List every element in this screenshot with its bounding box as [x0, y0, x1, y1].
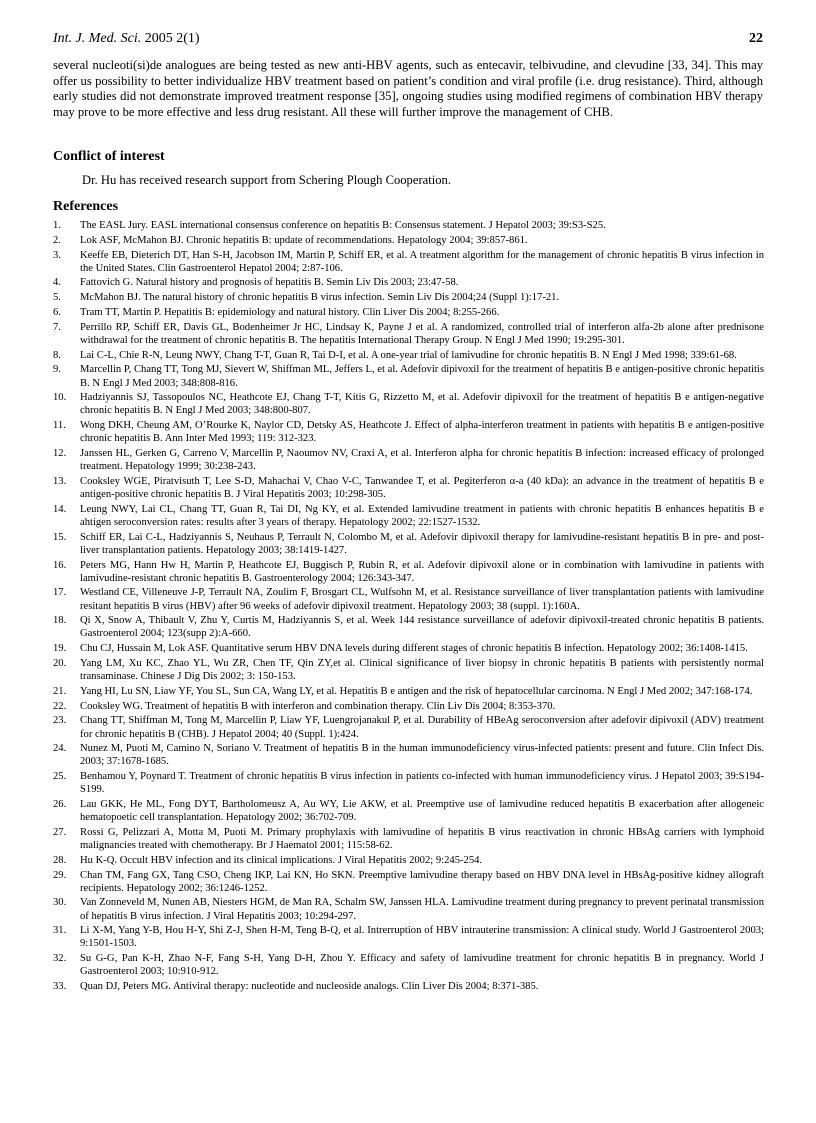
reference-number: 13.: [53, 475, 67, 487]
reference-text: Schiff ER, Lai C-L, Hadziyannis S, Neuhaus P, Terrault N, Colombo M, et al. Adefovir dipivoxil therapy for lamivudine-resistant hepatitis B in pre- and post-liver transplantation patients. Hepatology 2003; 38:1419-1427.: [80, 531, 764, 556]
reference-number: 32.: [53, 953, 67, 965]
reference-text: Li X-M, Yang Y-B, Hou H-Y, Shi Z-J, Shen H-M, Teng B-Q, et al. Intrerruption of HBV intrauterine transmission: A clinical study. World J Gastroenterol 2003; 9:1501-1503.: [80, 925, 764, 950]
reference-number: 6.: [53, 307, 61, 318]
reference-item: [53, 869, 764, 895]
reference-number: 11.: [53, 420, 66, 432]
reference-number: 17.: [53, 587, 67, 599]
reference-item: [53, 586, 764, 612]
reference-number: 26.: [53, 799, 67, 811]
reference-text: Janssen HL, Gerken G, Carreno V, Marcellin P, Naoumov NV, Craxi A, et al. Interferon alpha for chronic hepatitis B infection: increased efficacy of prolonged treatment. Hepatology 1999; 30:238-243.: [80, 448, 764, 473]
reference-item: [53, 391, 764, 417]
conflict-heading: Conflict of interest: [53, 149, 165, 164]
reference-text: Chan TM, Fang GX, Tang CSO, Cheng IKP, Lai KN, Ho SKN. Preemptive lamivudine therapy based on HBV DNA level in HBsAg-positive kidney allograft recipients. Hepatology 2002; 36:1246-1252.: [80, 869, 764, 894]
reference-item: [53, 896, 764, 922]
reference-text: Tram TT, Martin P. Hepatitis B: epidemiology and natural history. Clin Liver Dis 2004; 8:255-266.: [80, 307, 500, 318]
reference-number: 31.: [53, 925, 67, 937]
reference-item: [53, 657, 764, 683]
reference-number: 23.: [53, 715, 67, 727]
reference-number: 7.: [53, 321, 61, 333]
reference-number: 18.: [53, 615, 67, 627]
reference-text: Nunez M, Puoti M, Camino N, Soriano V. Treatment of hepatitis B in the human immunodeficiency virus-infected patients: present and future. Clin Infect Dis. 2003; 37:1678-1685.: [80, 743, 764, 768]
reference-text: Lau GKK, He ML, Fong DYT, Bartholomeusz A, Au WY, Lie AKW, et al. Preemptive use of lamivudine reduced hepatitis B exacerbation after allogeneic hematopoetic cell transplantation. Hepatology 2002; 36:702-709.: [80, 799, 764, 824]
reference-item: [53, 854, 764, 867]
reference-number: 9.: [53, 364, 61, 376]
reference-number: 5.: [53, 292, 61, 304]
reference-text: The EASL Jury. EASL international consensus conference on hepatitis B: Consensus statement. J Hepatol 2003; 39:S3-S25.: [80, 220, 606, 231]
reference-item: [53, 249, 764, 275]
reference-item: [53, 306, 764, 319]
reference-number: 19.: [53, 643, 67, 655]
reference-number: 3.: [53, 249, 61, 261]
reference-text: Quan DJ, Peters MG. Antiviral therapy: nucleotide and nucleoside analogs. Clin Liver Dis 2004; 8:371-385.: [80, 981, 539, 993]
reference-number: 33.: [53, 981, 67, 993]
references-heading: References: [53, 199, 119, 214]
reference-number: 29.: [53, 869, 67, 881]
reference-item: [53, 363, 764, 389]
reference-number: 25.: [53, 771, 67, 783]
reference-text: Fattovich G. Natural history and prognosis of hepatitis B. Semin Liv Dis 2003; 23:47-58.: [80, 277, 459, 289]
reference-text: Chang TT, Shiffman M, Tong M, Marcellin P, Liaw YF, Luengrojanakul P, et al. Durability of HBeAg seroconversion after adefovir dipivoxil (ADV) treatment for chronic hepatitis B (CHB). J Hepatol 2004; 40 (Suppl. 1):424.: [80, 715, 764, 740]
reference-item: [53, 475, 764, 501]
reference-text: McMahon BJ. The natural history of chronic hepatitis B virus infection. Semin Liv Dis 2004;24 (Suppl 1):17-21.: [80, 292, 560, 304]
reference-item: [53, 770, 764, 796]
reference-text: Hadziyannis SJ, Tassopoulos NC, Heathcote EJ, Chang T-T, Kitis G, Rizzetto M, et al. Adefovir dipivoxil for the treatment of hepatitis B e antigen-negative chronic hepatitis B. N Engl J Med 2003; 348:800-807.: [80, 392, 764, 417]
intro-paragraph: several nucleoti(si)de analogues are being tested as new anti-HBV agents, such as entecavir, telbivudine, and clevudine [33, 34]. This may offer us possibility to better individualize HBV treatment based on patient’s condition and viral profile (i.e. drug resistance). Third, although early studies did not demonstrate improved treatment response [35], ongoing studies using modified regimens of combination HBV therapy may prove to be more effective and less drug resistant. All these will further improve the management of CHB.: [53, 58, 763, 119]
reference-item: [53, 980, 764, 993]
reference-list: [53, 219, 764, 995]
page-number: 22: [749, 31, 763, 46]
reference-text: Westland CE, Villeneuve J-P, Terrault NA, Zoulim F, Brosgart CL, Wulfsohn M, et al. Resistance surveillance of liver transplantation patients with lamivudine resitant hepatitis B virus (HBV) after 96 weeks of adefovir dipivoxil treatment. Hepatology 2003; 38 (suppl. 1):160A.: [80, 587, 764, 612]
reference-number: 15.: [53, 531, 67, 543]
reference-item: [53, 924, 764, 950]
reference-number: 21.: [53, 685, 67, 697]
reference-item: [53, 742, 764, 768]
reference-text: Cooksley WG. Treatment of hepatitis B with interferon and combination therapy. Clin Liv Dis 2004; 8:353-370.: [80, 700, 556, 712]
reference-item: [53, 700, 764, 713]
conflict-text: Dr. Hu has received research support from Schering Plough Cooperation.: [82, 173, 451, 187]
reference-item: [53, 685, 764, 698]
reference-item: [53, 219, 764, 232]
reference-number: 10.: [53, 392, 67, 404]
reference-text: Perrillo RP, Schiff ER, Davis GL, Bodenheimer Jr HC, Lindsay K, Payne J et al. A randomized, controlled trial of interferon alfa-2b alone after prednisone withdrawal for the treatment of chronic hepatitis B. The hepatitis International Therapy Group. N Engl J Med 1990; 19:295-301.: [80, 321, 764, 346]
reference-item: [53, 503, 764, 529]
reference-text: Qi X, Snow A, Thibault V, Zhu Y, Curtis M, Hadziyannis S, et al. Week 144 resistance surveillance of adefovir dipivoxil-treated chronic hepatitis B patients. Gastroenterol 2004; 123(supp 2):A-660.: [80, 615, 764, 640]
reference-text: Chu CJ, Hussain M, Lok ASF. Quantitative serum HBV DNA levels during different stages of chronic hepatitis B infection. Hepatology 2002; 36:1408-1415.: [80, 643, 748, 655]
reference-text: Peters MG, Hann Hw H, Martin P, Heathcote EJ, Buggisch P, Rubin R, et al. Adefovir dipivoxil alone or in combination with lamivudine in patients with lamivudine-resistant chronic hepatitis B. Gastroenterology 2004; 126:343-347.: [80, 559, 764, 584]
reference-text: Hu K-Q. Occult HBV infection and its clinical implications. J Viral Hepatitis 2002; 9:245-254.: [80, 854, 483, 866]
reference-text: Van Zonneveld M, Nunen AB, Niesters HGM, de Man RA, Schalm SW, Janssen HLA. Lamivudine treatment during pregnancy to prevent perinatal transmission of hepatitis B virus infection. J Viral Hepatitis 2003; 10:294-297.: [80, 897, 764, 922]
reference-item: [53, 321, 764, 347]
running-header: [53, 31, 763, 53]
reference-number: 27.: [53, 826, 67, 838]
reference-number: 20.: [53, 657, 67, 669]
reference-number: 4.: [53, 277, 61, 289]
reference-item: [53, 419, 764, 445]
reference-item: [53, 276, 764, 289]
reference-number: 22.: [53, 700, 67, 712]
reference-item: [53, 559, 764, 585]
reference-text: Su G-G, Pan K-H, Zhao N-F, Fang S-H, Yang D-H, Zhou Y. Efficacy and safety of lamivudine treatment for chronic hepatitis B in pregnancy. World J Gastroenterol 2003; 10:910-912.: [80, 953, 764, 978]
reference-item: [53, 952, 764, 978]
reference-item: [53, 642, 764, 655]
reference-number: 1.: [53, 220, 61, 231]
reference-text: Wong DKH, Cheung AM, O’Rourke K, Naylor CD, Detsky AS, Heathcote J. Effect of alpha-interferon treatment in patients with hepatitis B e antigen-positive chronic hepatitis B. Ann Inter Med 1993; 119: 312-323.: [80, 420, 764, 445]
reference-text: Rossi G, Pelizzari A, Motta M, Puoti M. Primary prophylaxis with lamivudine of hepatitis B virus reactivation in chronic HBsAg carriers with lymphoid malignancies treated with chemotherapy. Br J Haematol 2001; 115:58-62.: [80, 826, 764, 851]
reference-number: 14.: [53, 503, 67, 515]
reference-text: Yang LM, Xu KC, Zhao YL, Wu ZR, Chen TF, Qin ZY,et al. Clinical significance of liver biopsy in chronic hepatitis B patients with persistently normal transaminase. Chinese J Dig Dis 2002; 3: 150-153.: [80, 657, 764, 683]
reference-text: Leung NWY, Lai CL, Chang TT, Guan R, Tai DI, Ng KY, et al. Extended lamivudine treatment in patients with chronic hepatitis B enhances hepatitis B e ahtigen seroconversion rates: results after 3 years of therapy. Hepatology 2002; 22:1527-1532.: [80, 503, 764, 528]
reference-text: Lok ASF, McMahon BJ. Chronic hepatitis B: update of recommendations. Hepatology 2004; 39:857-861.: [80, 234, 528, 246]
reference-item: [53, 531, 764, 557]
reference-item: [53, 714, 764, 740]
reference-number: 16.: [53, 559, 67, 571]
reference-number: 28.: [53, 854, 67, 866]
reference-number: 8.: [53, 349, 61, 361]
reference-item: [53, 614, 764, 640]
reference-item: [53, 447, 764, 473]
reference-number: 24.: [53, 743, 67, 755]
journal-citation: [53, 31, 200, 47]
reference-item: [53, 234, 764, 247]
reference-number: 2.: [53, 234, 61, 246]
reference-item: [53, 798, 764, 824]
reference-text: Cooksley WGE, Piratvisuth T, Lee S-D, Mahachai V, Chao V-C, Tanwandee T, et al. Pegiterferon α-a (40 kDa): an advance in the treatment of hepatitis B e antigen-positive chronic hepatitis B. J Viral Hepatitis 2003; 10:298-305.: [80, 475, 764, 501]
reference-text: Marcellin P, Chang TT, Tong MJ, Sievert W, Shiffman ML, Jeffers L, et al. Adefovir dipivoxil for the treatment of hepatitis B e antigen-positive chronic hepatitis B. N Engl J Med 2003; 348:808-816.: [80, 364, 764, 389]
reference-text: Benhamou Y, Poynard T. Treatment of chronic hepatitis B virus infection in patients co-infected with human immunodeficiency virus. J Hepatol 2003; 39:S194-S199.: [80, 771, 764, 796]
reference-text: Keeffe EB, Dieterich DT, Han S-H, Jacobson IM, Martin P, Schiff ER, et al. A treatment algorithm for the management of chronic hepatitis B virus infection in the United States. Clin Gastroenterol Hepatol 2004; 2:87-106.: [80, 249, 764, 274]
reference-number: 12.: [53, 448, 67, 460]
reference-item: [53, 349, 764, 362]
volume-info: 2005 2(1): [144, 31, 200, 46]
reference-item: [53, 291, 764, 304]
reference-item: [53, 826, 764, 852]
reference-number: 30.: [53, 897, 67, 909]
journal-name: Int. J. Med. Sci.: [53, 31, 142, 46]
reference-text: Lai C-L, Chie R-N, Leung NWY, Chang T-T, Guan R, Tai D-I, et al. A one-year trial of lamivudine for chronic hepatitis B. N Engl J Med 1998; 339:61-68.: [80, 349, 737, 361]
reference-text: Yang HI, Lu SN, Liaw YF, You SL, Sun CA, Wang LY, et al. Hepatitis B e antigen and the risk of hepatocellular carcinoma. N Engl J Med 2002; 347:168-174.: [80, 685, 753, 697]
